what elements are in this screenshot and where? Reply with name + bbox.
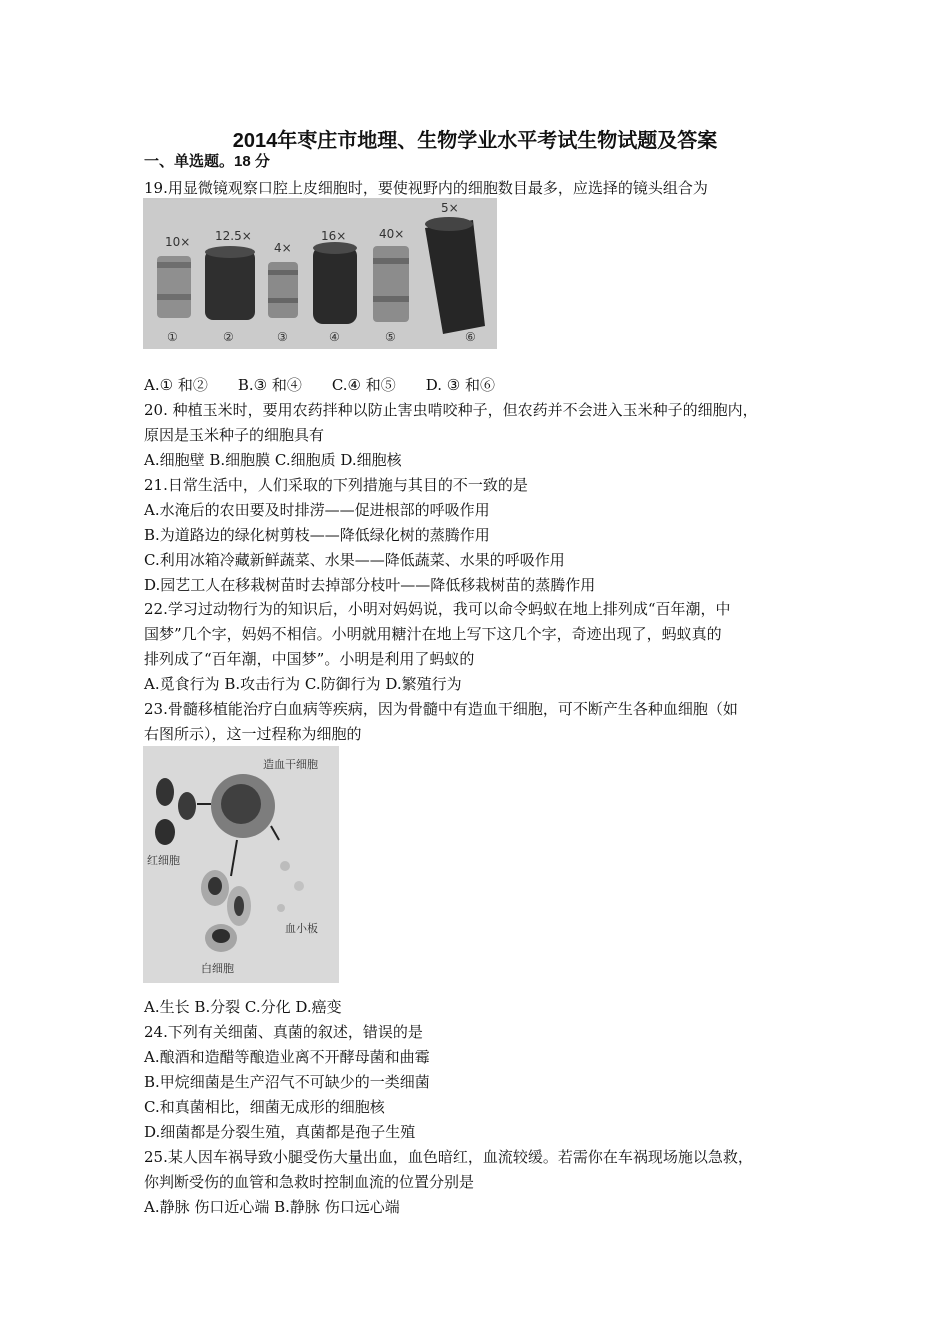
document-title: 2014年枣庄市地理、生物学业水平考试生物试题及答案 bbox=[232, 130, 718, 152]
svg-text:5×: 5× bbox=[441, 201, 459, 215]
svg-text:10×: 10× bbox=[165, 235, 191, 249]
svg-text:白细胞: 白细胞 bbox=[201, 962, 234, 975]
q25-stem-line1: 25.某人因车祸导致小腿受伤大量出血，血色暗红，血流较缓。若需你在车祸现场施以急救， bbox=[144, 1148, 753, 1166]
q21-option-c: C.利用冰箱冷藏新鲜蔬菜、水果——降低蔬菜、水果的呼吸作用 bbox=[144, 551, 565, 569]
blood-cell-figure bbox=[143, 746, 339, 983]
q23-stem-line2: 右图所示），这一过程称为细胞的 bbox=[144, 725, 362, 743]
svg-text:血小板: 血小板 bbox=[285, 922, 318, 935]
q19-options: A.① 和② B.③ 和④ C.④ 和⑤ D. ③ 和⑥ bbox=[144, 376, 495, 394]
q20-stem-line1: 20. 种植玉米时，要用农药拌种以防止害虫啃咬种子，但农药并不会进入玉米种子的细胞内， bbox=[144, 401, 758, 419]
svg-text:③: ③ bbox=[277, 330, 288, 344]
q21-stem: 21.日常生活中，人们采取的下列措施与其目的不一致的是 bbox=[144, 476, 528, 494]
q20-stem-line2: 原因是玉米种子的细胞具有 bbox=[144, 426, 325, 444]
q21-option-d: D.园艺工人在移栽树苗时去掉部分枝叶——降低移栽树苗的蒸腾作用 bbox=[144, 576, 596, 594]
q24-option-d: D.细菌都是分裂生殖，真菌都是孢子生殖 bbox=[144, 1123, 416, 1141]
q22-stem-line2: 国梦”几个字，妈妈不相信。小明就用糖汁在地上写下这几个字，奇迹出现了，蚂蚁真的 bbox=[144, 625, 722, 643]
q22-stem-line1: 22.学习过动物行为的知识后，小明对妈妈说，我可以命令蚂蚁在地上排列成“百年潮，中 bbox=[144, 600, 731, 618]
q19-stem: 19.用显微镜观察口腔上皮细胞时，要使视野内的细胞数目最多，应选择的镜头组合为 bbox=[144, 179, 708, 197]
q20-options: A.细胞壁 B.细胞膜 C.细胞质 D.细胞核 bbox=[144, 451, 402, 469]
q23-stem-line1: 23.骨髓移植能治疗白血病等疾病，因为骨髓中有造血干细胞，可不断产生各种血细胞（如 bbox=[144, 700, 738, 718]
svg-text:12.5×: 12.5× bbox=[215, 229, 252, 243]
svg-text:②: ② bbox=[223, 330, 234, 344]
svg-text:⑥: ⑥ bbox=[465, 330, 476, 344]
svg-text:④: ④ bbox=[329, 330, 340, 344]
svg-text:40×: 40× bbox=[379, 227, 405, 241]
q21-option-b: B.为道路边的绿化树剪枝——降低绿化树的蒸腾作用 bbox=[144, 526, 490, 544]
q25-options: A.静脉 伤口近心端 B.静脉 伤口远心端 bbox=[144, 1198, 400, 1216]
q23-options: A.生长 B.分裂 C.分化 D.癌变 bbox=[144, 998, 342, 1016]
svg-text:红细胞: 红细胞 bbox=[147, 854, 180, 867]
q24-stem: 24.下列有关细菌、真菌的叙述，错误的是 bbox=[144, 1023, 423, 1041]
svg-text:16×: 16× bbox=[321, 229, 347, 243]
microscope-lenses-figure bbox=[143, 198, 497, 349]
svg-text:4×: 4× bbox=[274, 241, 292, 255]
q22-options: A.觅食行为 B.攻击行为 C.防御行为 D.繁殖行为 bbox=[144, 675, 462, 693]
q22-stem-line3: 排列成了“百年潮，中国梦”。小明是利用了蚂蚁的 bbox=[144, 650, 475, 668]
section-heading: 一、单选题。18 分 bbox=[144, 153, 270, 170]
q24-option-a: A.酿酒和造醋等酿造业离不开酵母菌和曲霉 bbox=[144, 1048, 430, 1066]
q24-option-b: B.甲烷细菌是生产沼气不可缺少的一类细菌 bbox=[144, 1073, 430, 1091]
svg-text:①: ① bbox=[167, 330, 178, 344]
q21-option-a: A.水淹后的农田要及时排涝——促进根部的呼吸作用 bbox=[144, 501, 490, 519]
svg-text:造血干细胞: 造血干细胞 bbox=[263, 758, 318, 771]
q24-option-c: C.和真菌相比，细菌无成形的细胞核 bbox=[144, 1098, 385, 1116]
q25-stem-line2: 你判断受伤的血管和急救时控制血流的位置分别是 bbox=[144, 1173, 475, 1191]
svg-text:⑤: ⑤ bbox=[385, 330, 396, 344]
